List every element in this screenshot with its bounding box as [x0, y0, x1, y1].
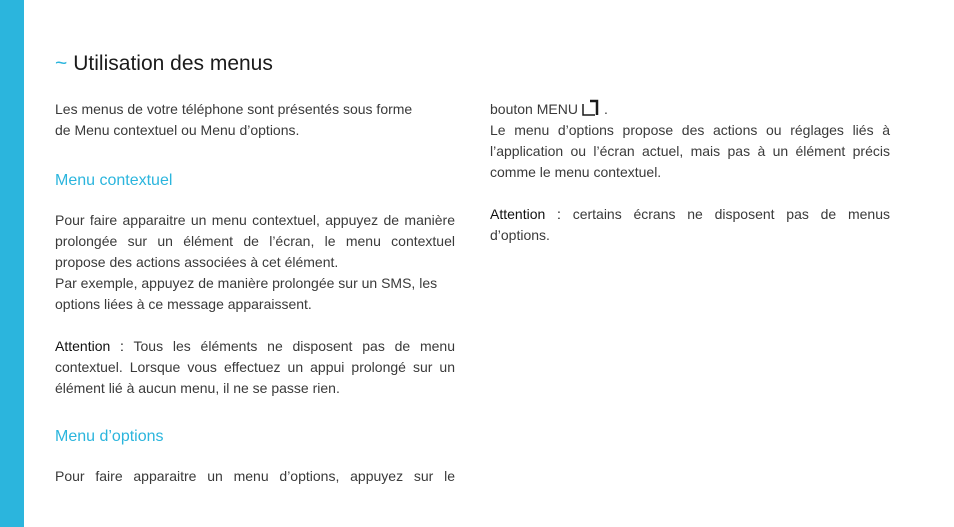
- title-tilde: ~: [55, 52, 68, 75]
- menu-button-line: [490, 99, 890, 120]
- attention-label: Attention :: [490, 206, 561, 222]
- title-text: Utilisation des menus: [73, 52, 273, 75]
- attention-text: certains écrans ne disposent pas de menus d’options.: [490, 206, 890, 243]
- intro-line-1: Les menus de votre téléphone sont présentés sous forme: [55, 101, 413, 117]
- side-accent-bar: [0, 0, 24, 527]
- intro-line-2: de Menu contextuel ou Menu d’options.: [55, 122, 300, 138]
- attention-text: Tous les éléments ne disposent pas de menu contextuel. Lorsque vous effectuez un appui prolongé sur un élément lié à aucun menu, il ne se passe rien.: [55, 338, 455, 396]
- menu-key-icon: [582, 99, 604, 117]
- right-column: [490, 99, 890, 246]
- intro-paragraph: [55, 99, 455, 141]
- left-column: [55, 99, 455, 487]
- menu-button-period: .: [603, 101, 608, 117]
- attention-label: Attention :: [55, 338, 124, 354]
- options-description-paragraph: Le menu d’options propose des actions ou réglages liés à l’application ou l’écran actuel, mais pas à un élément précis comme le menu contextuel.: [490, 122, 890, 180]
- menu-button-text: bouton MENU: [490, 101, 578, 117]
- contextual-menu-paragraph: Pour faire apparaitre un menu contextuel, appuyez de manière prolongée sur un élément de l’écran, le menu contextuel propose des actions associées à cet élément.: [55, 212, 455, 270]
- page-title: [55, 52, 273, 76]
- section-heading-menu-contextuel: Menu contextuel: [55, 172, 173, 189]
- attention-paragraph-options: [490, 204, 890, 246]
- attention-paragraph-contextual: [55, 336, 455, 399]
- options-menu-paragraph: Pour faire apparaitre un menu d’options, appuyez sur le: [55, 468, 455, 484]
- section-heading-menu-options: Menu d’options: [55, 428, 164, 445]
- example-paragraph: Par exemple, appuyez de manière prolongée sur un SMS, les options liées à ce message apparaissent.: [55, 275, 438, 312]
